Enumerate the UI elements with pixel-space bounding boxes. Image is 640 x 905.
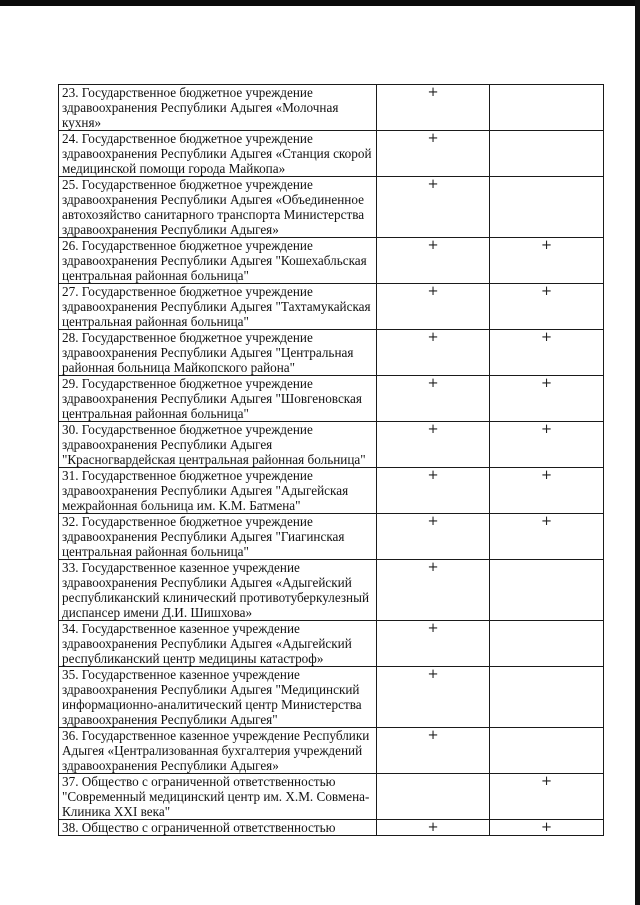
mark-cell: + [490,774,604,820]
table-row [59,514,604,560]
mark-cell [377,774,490,820]
mark-cell: + [377,560,490,621]
mark-cell: + [490,330,604,376]
table-row [59,376,604,422]
mark-cell: + [377,728,490,774]
table-row [59,131,604,177]
table-row [59,621,604,667]
institution-name-cell: 34. Государственное казенное учреждение здравоохранения Республики Адыгея «Адыгейский республиканский центр медицины катастроф» [59,621,377,667]
mark-cell: + [490,238,604,284]
institution-name-cell: 35. Государственное казенное учреждение здравоохранения Республики Адыгея "Медицинский информационно-аналитический центр Министерства здравоохранения Республики Адыгея" [59,667,377,728]
mark-cell: + [377,177,490,238]
table-row [59,238,604,284]
table-row [59,177,604,238]
mark-cell [490,728,604,774]
mark-cell: + [490,284,604,330]
table-row [59,330,604,376]
institution-name-cell: 38. Общество с ограниченной ответственностью [59,820,377,836]
mark-cell: + [377,621,490,667]
mark-cell: + [377,330,490,376]
mark-cell: + [377,422,490,468]
table-row [59,284,604,330]
mark-cell: + [377,667,490,728]
mark-cell: + [490,820,604,836]
mark-cell [490,131,604,177]
institution-name-cell: 29. Государственное бюджетное учреждение здравоохранения Республики Адыгея "Шовгеновская центральная районная больница" [59,376,377,422]
table-row [59,774,604,820]
mark-cell: + [377,238,490,284]
mark-cell: + [377,85,490,131]
institution-name-cell: 33. Государственное казенное учреждение здравоохранения Республики Адыгея «Адыгейский республиканский клинический противотуберкулезный диспансер имени Д.И. Шишхова» [59,560,377,621]
mark-cell [490,177,604,238]
mark-cell [490,560,604,621]
mark-cell: + [377,820,490,836]
mark-cell: + [377,514,490,560]
institution-name-cell: 26. Государственное бюджетное учреждение здравоохранения Республики Адыгея "Кошехабльская центральная районная больница" [59,238,377,284]
institution-name-cell: 31. Государственное бюджетное учреждение здравоохранения Республики Адыгея "Адыгейская межрайонная больница им. К.М. Батмена" [59,468,377,514]
mark-cell [490,85,604,131]
table-row [59,667,604,728]
mark-cell: + [490,376,604,422]
institution-name-cell: 28. Государственное бюджетное учреждение здравоохранения Республики Адыгея "Центральная районная больница Майкопского района" [59,330,377,376]
table-row [59,85,604,131]
table-row [59,728,604,774]
institution-name-cell: 36. Государственное казенное учреждение Республики Адыгея «Централизованная бухгалтерия учреждений здравоохранения Республики Адыгея» [59,728,377,774]
scan-top-edge [0,0,640,6]
mark-cell: + [377,131,490,177]
institution-name-cell: 27. Государственное бюджетное учреждение здравоохранения Республики Адыгея "Тахтамукайская центральная районная больница" [59,284,377,330]
institution-name-cell: 37. Общество с ограниченной ответственностью "Современный медицинский центр им. Х.М. Совмена-Клиника XXI века" [59,774,377,820]
mark-cell: + [490,468,604,514]
table-row [59,468,604,514]
mark-cell: + [490,422,604,468]
institution-name-cell: 32. Государственное бюджетное учреждение здравоохранения Республики Адыгея "Гиагинская центральная районная больница" [59,514,377,560]
institution-name-cell: 24. Государственное бюджетное учреждение здравоохранения Республики Адыгея «Станция скорой медицинской помощи города Майкопа» [59,131,377,177]
mark-cell [490,621,604,667]
institution-name-cell: 23. Государственное бюджетное учреждение здравоохранения Республики Адыгея «Молочная кухня» [59,85,377,131]
mark-cell: + [377,284,490,330]
institution-name-cell: 25. Государственное бюджетное учреждение здравоохранения Республики Адыгея «Объединенное автохозяйство санитарного транспорта Министерства здравоохранения Республики Адыгея» [59,177,377,238]
scan-right-edge [635,0,640,905]
table-row [59,560,604,621]
institutions-table [58,84,604,836]
table-row [59,820,604,836]
institution-name-cell: 30. Государственное бюджетное учреждение здравоохранения Республики Адыгея "Красногвардейская центральная районная больница" [59,422,377,468]
mark-cell: + [377,376,490,422]
mark-cell: + [377,468,490,514]
mark-cell: + [490,514,604,560]
mark-cell [490,667,604,728]
table-row [59,422,604,468]
